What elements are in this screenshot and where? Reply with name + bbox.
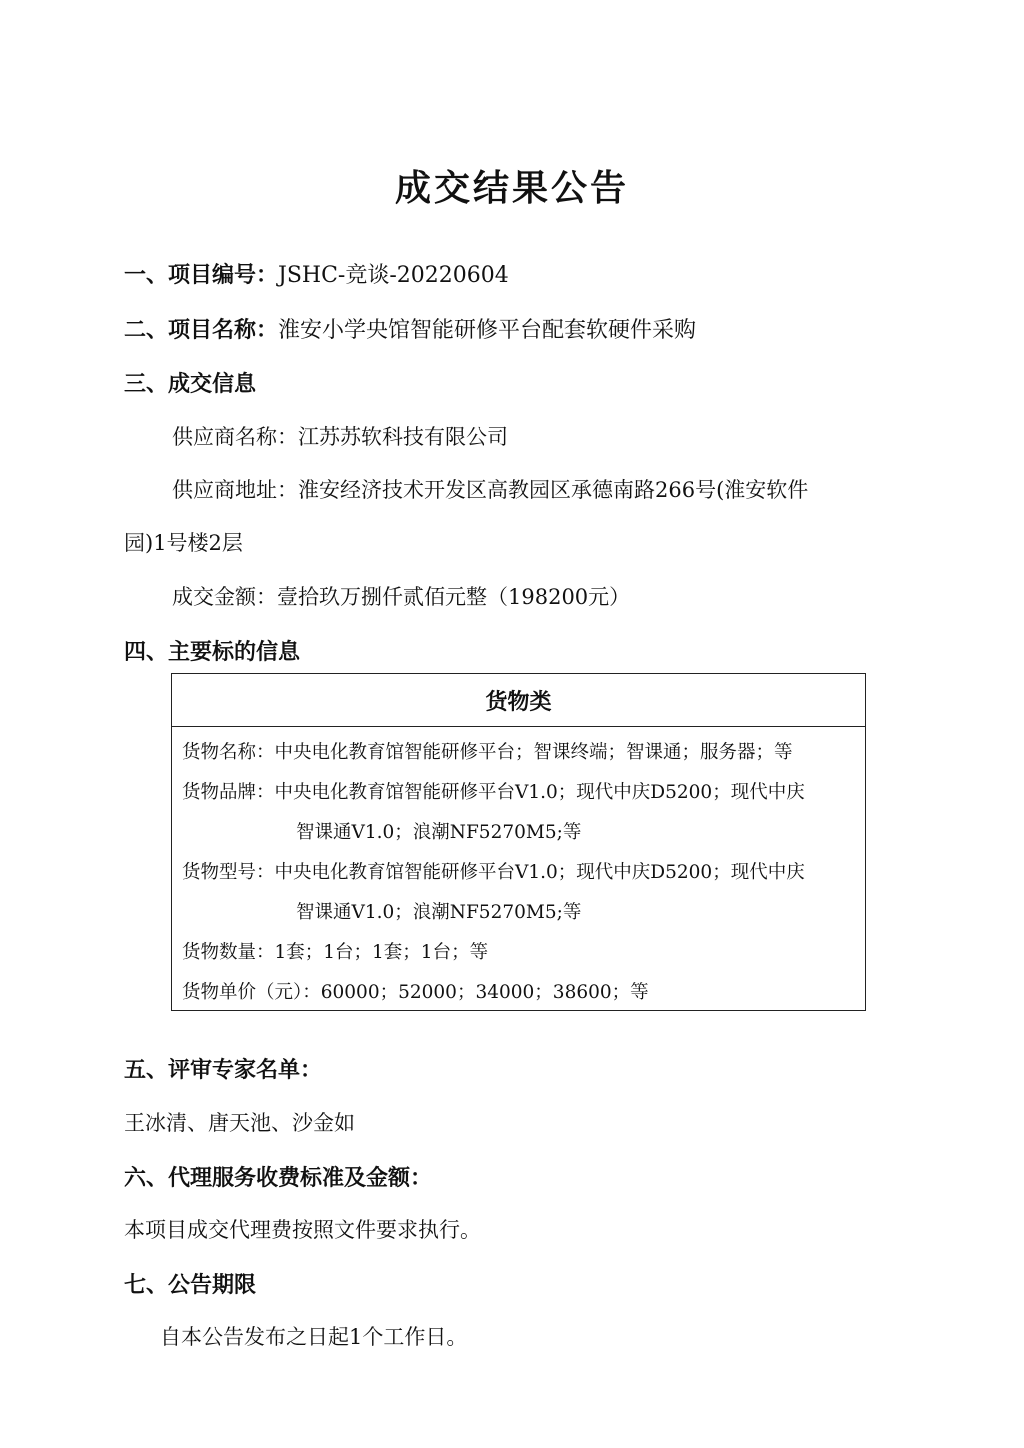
experts-heading: 五、评审专家名单： (124, 1057, 323, 1083)
goods-model-line: 货物型号：中央电化教育馆智能研修平台V1.0；现代中庆D5200；现代中庆 (182, 862, 805, 883)
deal-info-heading: 三、成交信息 (124, 371, 257, 397)
notice-period-heading: 七、公告期限 (124, 1272, 257, 1298)
project-name (124, 313, 696, 344)
agency-fee-text: 本项目成交代理费按照文件要求执行。 (124, 1218, 481, 1242)
goods-quantity-line: 货物数量：1套；1台；1套；1台；等 (182, 942, 489, 963)
project-number-heading: 一、项目编号： (124, 262, 279, 288)
subject-info-heading: 四、主要标的信息 (124, 639, 301, 665)
goods-table (171, 673, 866, 1011)
supplier-address-line1: 供应商地址：淮安经济技术开发区高教园区承德南路266号(淮安软件 (172, 478, 809, 502)
project-name-value: 淮安小学央馆智能研修平台配套软硬件采购 (278, 318, 697, 343)
goods-brand-line-cont: 智课通V1.0；浪潮NF5270M5;等 (296, 822, 582, 843)
supplier-name: 供应商名称：江苏苏软科技有限公司 (172, 425, 508, 449)
project-number (124, 258, 509, 289)
project-name-heading: 二、项目名称： (124, 317, 279, 343)
deal-amount: 成交金额：壹拾玖万捌仟贰佰元整（198200元） (172, 585, 631, 609)
goods-table-header: 货物类 (172, 674, 865, 727)
goods-unit-price-line: 货物单价（元）：60000；52000；34000；38600；等 (182, 982, 649, 1003)
goods-model-line-cont: 智课通V1.0；浪潮NF5270M5;等 (296, 902, 582, 923)
supplier-address-line2: 园)1号楼2层 (124, 531, 243, 555)
project-number-value: JSHC-竞谈-20220604 (278, 263, 509, 288)
goods-brand-line: 货物品牌：中央电化教育馆智能研修平台V1.0；现代中庆D5200；现代中庆 (182, 782, 805, 803)
agency-fee-heading: 六、代理服务收费标准及金额： (124, 1165, 433, 1191)
notice-period-text: 自本公告发布之日起1个工作日。 (160, 1325, 468, 1349)
page-title: 成交结果公告 (394, 167, 629, 209)
experts-list: 王冰清、唐天池、沙金如 (124, 1111, 355, 1135)
goods-name-line: 货物名称：中央电化教育馆智能研修平台；智课终端；智课通；服务器；等 (182, 742, 793, 763)
